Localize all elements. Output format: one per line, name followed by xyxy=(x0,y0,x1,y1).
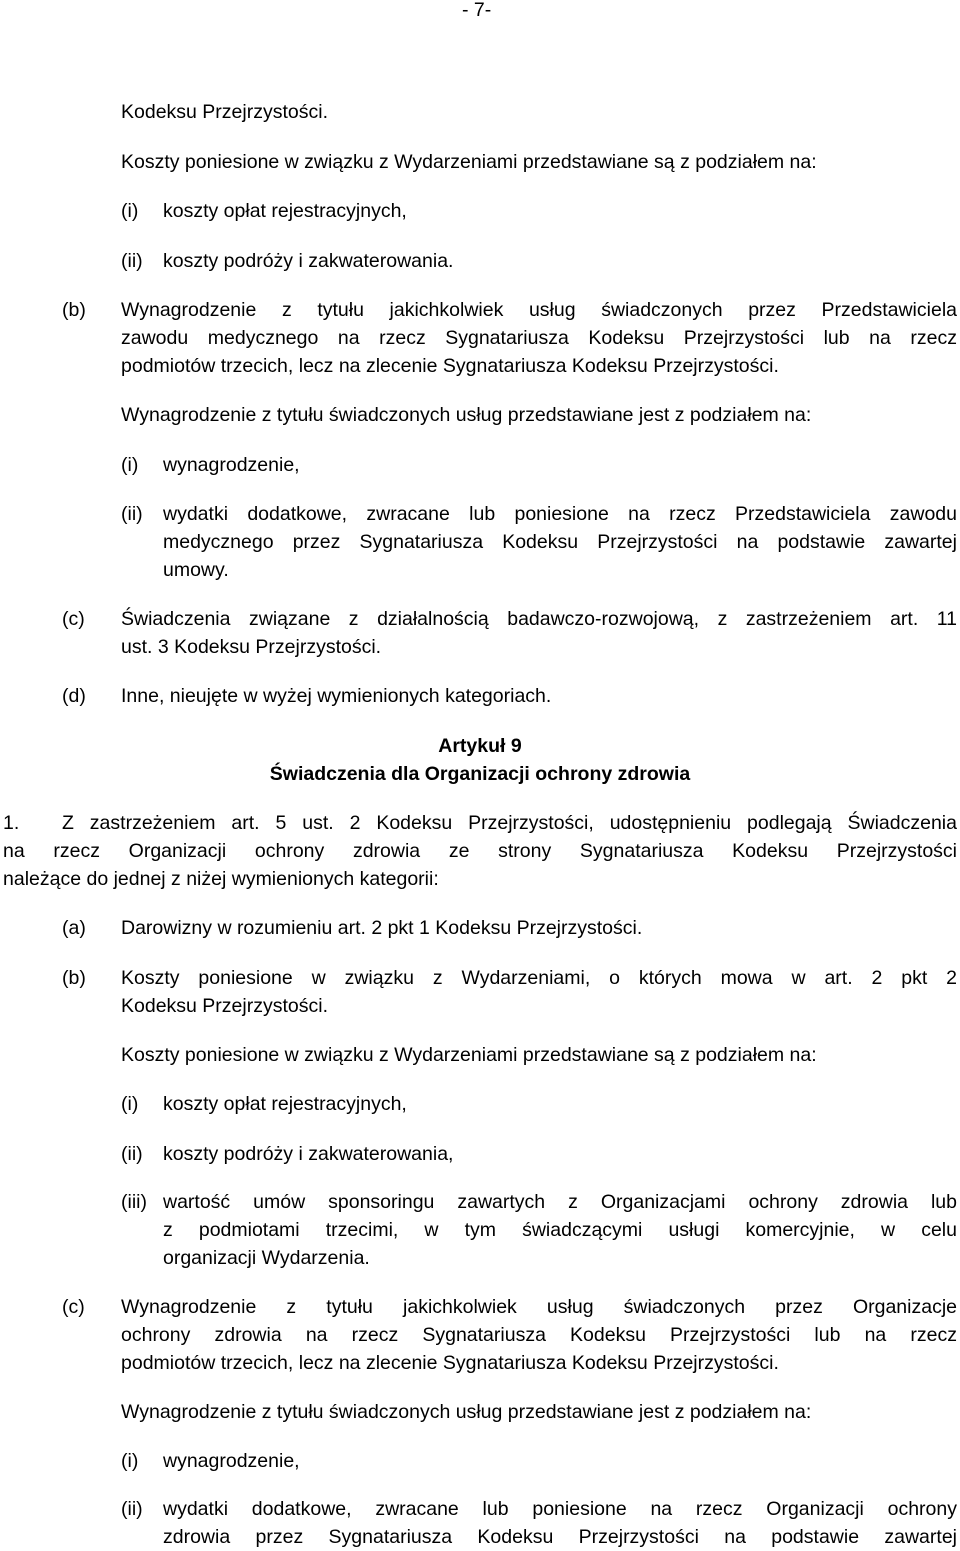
list-marker: (ii) xyxy=(121,1498,143,1520)
paragraph-line: Wynagrodzenie z tytułu jakichkolwiek usług świadczonych przez Przedstawiciela xyxy=(121,299,957,321)
list-marker: (ii) xyxy=(121,250,143,272)
section-marker: (b) xyxy=(62,299,86,321)
article-subtitle: Świadczenia dla Organizacji ochrony zdrowia xyxy=(269,763,691,785)
paragraph-line: ust. 3 Kodeksu Przejrzystości. xyxy=(121,636,382,658)
point-marker: 1. xyxy=(3,812,20,834)
section-marker: (b) xyxy=(62,967,86,989)
list-marker: (i) xyxy=(121,454,139,476)
article-title: Artykuł 9 xyxy=(438,735,522,757)
list-item-text: z podmiotami trzecimi, w tym świadczącymi usługi komercyjnie, w celu xyxy=(163,1219,957,1241)
list-marker: (i) xyxy=(121,1450,139,1472)
paragraph-line: Wynagrodzenie z tytułu jakichkolwiek usług świadczonych przez Organizacje xyxy=(121,1296,957,1318)
paragraph-line: Inne, nieujęte w wyżej wymienionych kategoriach. xyxy=(121,685,552,707)
list-marker: (iii) xyxy=(121,1191,147,1213)
section-marker: (c) xyxy=(62,1296,85,1318)
list-marker: (ii) xyxy=(121,503,143,525)
paragraph-line: Koszty poniesione w związku z Wydarzeniami przedstawiane są z podziałem na: xyxy=(121,151,817,173)
list-item-text: zdrowia przez Sygnatariusza Kodeksu Przejrzystości na podstawie zawartej xyxy=(163,1526,957,1548)
list-item-text: koszty opłat rejestracyjnych, xyxy=(163,200,407,222)
list-item-text: organizacji Wydarzenia. xyxy=(163,1247,370,1269)
list-item-text: koszty opłat rejestracyjnych, xyxy=(163,1093,407,1115)
paragraph-line: na rzecz Organizacji ochrony zdrowia ze strony Sygnatariusza Kodeksu Przejrzystości xyxy=(3,840,957,862)
paragraph-line: Kodeksu Przejrzystości. xyxy=(121,995,328,1017)
list-item-text: koszty podróży i zakwaterowania. xyxy=(163,250,454,272)
list-item-text: wydatki dodatkowe, zwracane lub poniesione na rzecz Organizacji ochrony xyxy=(163,1498,957,1520)
list-item-text: koszty podróży i zakwaterowania, xyxy=(163,1143,454,1165)
list-item-text: wynagrodzenie, xyxy=(163,1450,300,1472)
list-item-text: wydatki dodatkowe, zwracane lub poniesione na rzecz Przedstawiciela zawodu xyxy=(163,503,957,525)
list-item-text: wartość umów sponsoringu zawartych z Organizacjami ochrony zdrowia lub xyxy=(163,1191,957,1213)
list-item-text: wynagrodzenie, xyxy=(163,454,300,476)
paragraph-line: Koszty poniesione w związku z Wydarzeniami, o których mowa w art. 2 pkt 2 xyxy=(121,967,957,989)
paragraph-line: Z zastrzeżeniem art. 5 ust. 2 Kodeksu Przejrzystości, udostępnieniu podlegają Świadczenia xyxy=(62,812,957,834)
paragraph-line: Wynagrodzenie z tytułu świadczonych usług przedstawiane jest z podziałem na: xyxy=(121,404,812,426)
list-item-text: umowy. xyxy=(163,559,229,581)
page-number: - 7- xyxy=(462,0,492,21)
paragraph-line: ochrony zdrowia na rzecz Sygnatariusza Kodeksu Przejrzystości lub na rzecz xyxy=(121,1324,957,1346)
section-marker: (c) xyxy=(62,608,85,630)
paragraph-line: Wynagrodzenie z tytułu świadczonych usług przedstawiane jest z podziałem na: xyxy=(121,1401,812,1423)
paragraph-line: zawodu medycznego na rzecz Sygnatariusza Kodeksu Przejrzystości lub na rzecz xyxy=(121,327,957,349)
paragraph-line: należące do jednej z niżej wymienionych kategorii: xyxy=(3,868,439,890)
section-marker: (d) xyxy=(62,685,86,707)
list-marker: (ii) xyxy=(121,1143,143,1165)
paragraph-line: Koszty poniesione w związku z Wydarzeniami przedstawiane są z podziałem na: xyxy=(121,1044,817,1066)
paragraph-line: Darowizny w rozumieniu art. 2 pkt 1 Kodeksu Przejrzystości. xyxy=(121,917,643,939)
paragraph-line: Kodeksu Przejrzystości. xyxy=(121,101,328,123)
paragraph-line: podmiotów trzecich, lecz na zlecenie Sygnatariusza Kodeksu Przejrzystości. xyxy=(121,355,779,377)
list-item-text: medycznego przez Sygnatariusza Kodeksu Przejrzystości na podstawie zawartej xyxy=(163,531,957,553)
section-marker: (a) xyxy=(62,917,86,939)
list-marker: (i) xyxy=(121,200,139,222)
list-marker: (i) xyxy=(121,1093,139,1115)
paragraph-line: Świadczenia związane z działalnością badawczo-rozwojową, z zastrzeżeniem art. 11 xyxy=(121,608,957,630)
paragraph-line: podmiotów trzecich, lecz na zlecenie Sygnatariusza Kodeksu Przejrzystości. xyxy=(121,1352,779,1374)
